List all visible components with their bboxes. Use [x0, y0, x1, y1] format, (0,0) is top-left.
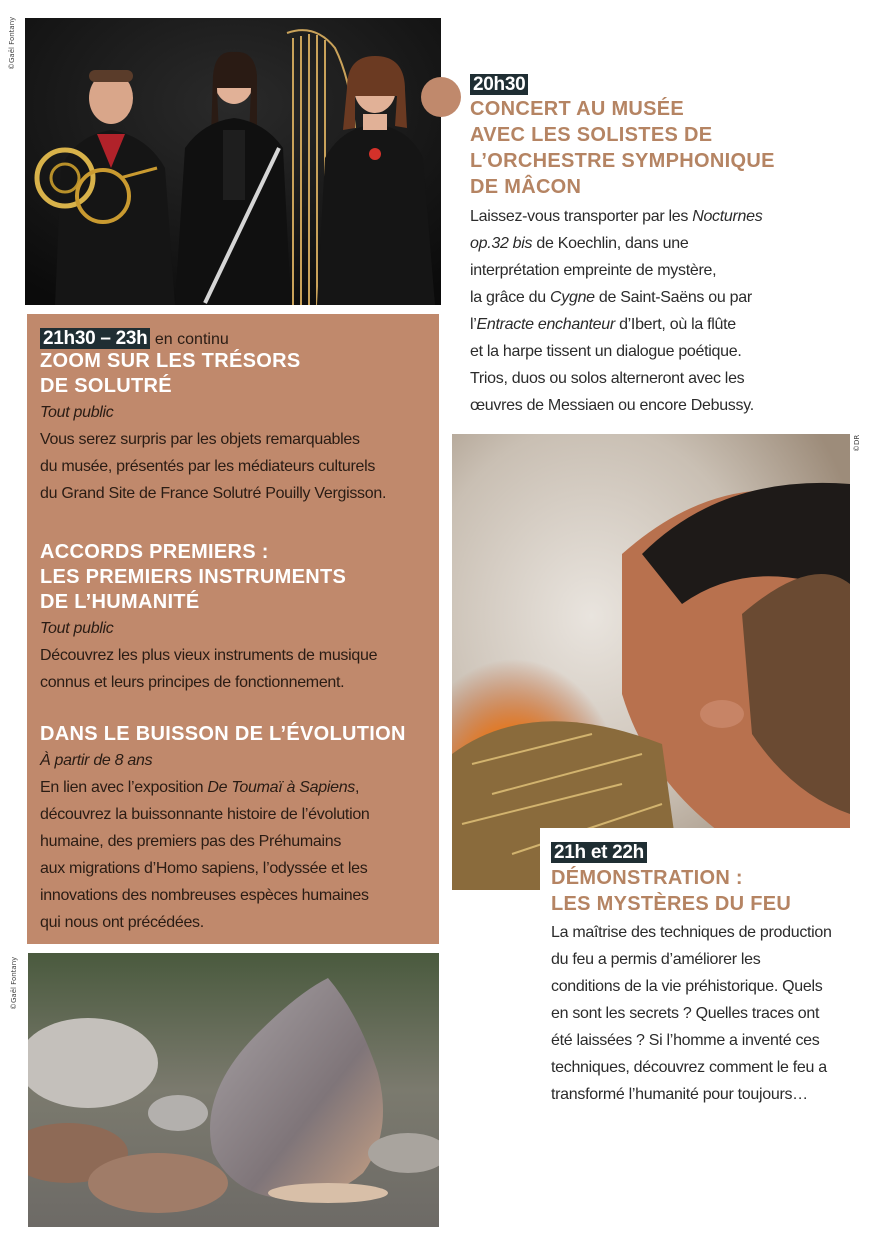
decorative-dot: [421, 77, 461, 117]
zoom-audience: Tout public: [40, 404, 114, 421]
concert-text: de Koechlin, dans une: [532, 235, 689, 252]
buisson-audience: À partir de 8 ans: [40, 752, 153, 769]
zoom-text-line: Vous serez surpris par les objets remarquables: [40, 431, 360, 448]
concert-text: Trios, duos ou solos alterneront avec les: [470, 370, 745, 387]
concert-photo: [25, 18, 441, 305]
zoom-section: [40, 328, 430, 507]
buisson-text-line: découvrez la buissonnante histoire de l’évolution: [40, 806, 370, 823]
feu-text-line: été laissées ? Si l’homme a inventé ces: [551, 1032, 820, 1049]
concert-time-badge: 20h30: [470, 74, 528, 95]
zoom-title-line-1: ZOOM SUR LES TRÉSORS: [40, 350, 301, 372]
concert-photo-credit: ©Gaël Fontany: [8, 16, 16, 70]
concert-text: Laissez-vous transporter par les: [470, 208, 693, 225]
activities-box: [27, 314, 439, 944]
feu-text-line: La maîtrise des techniques de production: [551, 924, 832, 941]
feu-text-line: conditions de la vie préhistorique. Quels: [551, 978, 823, 995]
concert-title-line-1: CONCERT AU MUSÉE: [470, 98, 685, 120]
zoom-text-line: du musée, présentés par les médiateurs culturels: [40, 458, 376, 475]
fire-photo: [452, 434, 850, 890]
buisson-text-line: qui nous ont précédées.: [40, 914, 204, 931]
buisson-text: ,: [355, 779, 360, 796]
feu-text-line: techniques, découvrez comment le feu a: [551, 1059, 827, 1076]
buisson-text-line: humaine, des premiers pas des Préhumains: [40, 833, 342, 850]
concert-text: œuvres de Messiaen ou encore Debussy.: [470, 397, 754, 414]
work-title: Entracte enchanteur: [476, 316, 615, 333]
accords-title-line-2: LES PREMIERS INSTRUMENTS: [40, 566, 347, 588]
concert-section: [470, 74, 870, 419]
accords-text-line: connus et leurs principes de fonctionnement.: [40, 674, 345, 691]
concert-text: d’Ibert, où la flûte: [614, 316, 736, 333]
feu-text-line: du feu a permis d’améliorer les: [551, 951, 761, 968]
concert-title-line-2: AVEC LES SOLISTES DE: [470, 124, 713, 146]
concert-text: de Saint-Saëns ou par: [594, 289, 752, 306]
accords-title-line-3: DE L’HUMANITÉ: [40, 591, 200, 613]
flint-photo-credit: ©Gaël Fontany: [10, 956, 18, 1010]
flint-photo: [28, 953, 439, 1227]
accords-text-line: Découvrez les plus vieux instruments de musique: [40, 647, 378, 664]
exhibition-title: De Toumaï à Sapiens: [207, 779, 356, 796]
accords-title-line-1: ACCORDS PREMIERS :: [40, 541, 269, 563]
buisson-text: En lien avec l’exposition: [40, 779, 208, 796]
buisson-text-line: innovations des nombreuses espèces humaines: [40, 887, 369, 904]
feu-time-badge: 21h et 22h: [551, 842, 647, 863]
buisson-title: DANS LE BUISSON DE L’ÉVOLUTION: [40, 723, 406, 745]
zoom-time-suffix: en continu: [150, 331, 229, 348]
zoom-text-line: du Grand Site de France Solutré Pouilly Vergisson.: [40, 485, 387, 502]
feu-section: [551, 842, 871, 1108]
feu-text-line: transformé l’humanité pour toujours…: [551, 1086, 808, 1103]
zoom-time-badge: 21h30 – 23h: [40, 328, 150, 349]
work-title: Cygne: [550, 289, 595, 306]
work-title: Nocturnes: [692, 208, 763, 225]
zoom-title-line-2: DE SOLUTRÉ: [40, 375, 172, 397]
concert-text: la grâce du: [470, 289, 551, 306]
fire-photo-credit: ©DR: [853, 434, 861, 452]
accords-section: [40, 540, 430, 696]
feu-text-line: en sont les secrets ? Quelles traces ont: [551, 1005, 820, 1022]
concert-text: interprétation empreinte de mystère,: [470, 262, 717, 279]
feu-title-line-2: LES MYSTÈRES DU FEU: [551, 893, 792, 915]
work-opus: op.32 bis: [470, 235, 533, 252]
buisson-text-line: aux migrations d’Homo sapiens, l’odyssée et les: [40, 860, 368, 877]
accords-audience: Tout public: [40, 620, 114, 637]
concert-title-line-4: DE MÂCON: [470, 176, 582, 198]
concert-description: [470, 203, 870, 419]
feu-title-line-1: DÉMONSTRATION :: [551, 867, 743, 889]
buisson-section: [40, 722, 430, 936]
concert-text: et la harpe tissent un dialogue poétique.: [470, 343, 742, 360]
concert-title-line-3: L’ORCHESTRE SYMPHONIQUE: [470, 150, 775, 172]
concert-text: l’: [470, 316, 477, 333]
